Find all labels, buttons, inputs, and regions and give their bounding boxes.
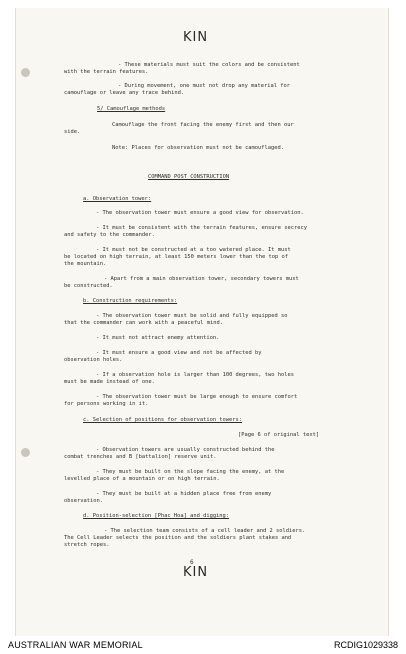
text-line: with the terrain features. — [64, 69, 149, 75]
text-line: - It must not be constructed at a too watered place. It must — [96, 247, 291, 253]
text-line: - It must not attract enemy attention. — [96, 335, 220, 341]
text-line: for persons working in it. — [64, 401, 149, 407]
text-line: Camouflage the front facing the enemy first and then our — [112, 122, 294, 128]
footer-stamp: KIN — [183, 565, 209, 580]
text-line: stretch ropes. — [64, 542, 110, 548]
text-line: levelled place of a mountain or on high terrain. — [64, 476, 220, 482]
section-heading: 5/ Camouflage methods — [97, 106, 166, 112]
text-line: The Cell Leader selects the position and the soldiers plant stakes and — [64, 535, 292, 541]
text-line: - The selection team consists of a cell leader and 2 soldiers. — [104, 528, 306, 534]
text-line: combat trenches and B [battalion] reserve unit. — [64, 454, 217, 460]
text-line: that the commander can work with a peaceful mind. — [64, 320, 224, 326]
text-line: side. — [64, 129, 81, 135]
text-line: - The observation tower must ensure a good view for observation. — [96, 210, 304, 216]
text-line: observation holes. — [64, 357, 123, 363]
text-line: - It must ensure a good view and not be affected by — [96, 350, 262, 356]
page-reference: [Page 6 of original text] — [238, 432, 320, 438]
text-line: observation. — [64, 498, 103, 504]
punch-hole — [21, 448, 30, 457]
text-line: - If a observation hole is larger than 100 degrees, two holes — [96, 372, 294, 378]
subsection-heading: d. Position-selection [Phac Hoa] and digging: — [83, 513, 230, 519]
text-line: and safety to the commander. — [64, 232, 155, 238]
note-line: Note: Places for observation must not be camouflaged. — [112, 145, 285, 151]
text-line: camouflage or leave any trace behind. — [64, 90, 185, 96]
text-line: - The observation tower must be solid and fully equipped so — [96, 313, 288, 319]
section-title: COMMAND POST CONSTRUCTION — [148, 174, 230, 180]
footer-bar — [0, 636, 406, 654]
text-line: the mountain. — [64, 261, 107, 267]
text-line: - They must be built at a hidden place free from enemy — [96, 491, 272, 497]
text-line: - Observation towers are usually constructed behind the — [96, 447, 275, 453]
footer-source: AUSTRALIAN WAR MEMORIAL — [8, 640, 143, 650]
subsection-heading: b. Construction requirements: — [83, 298, 178, 304]
text-line: - Apart from a main observation tower, secondary towers must — [104, 276, 299, 282]
text-line: be constructed. — [64, 283, 113, 289]
header-stamp: KIN — [183, 30, 209, 45]
footer-id: RCDIG1029338 — [333, 640, 398, 650]
subsection-heading-text: c. Selection of positions for observation towers: — [83, 417, 243, 423]
text-line: - The observation tower must be large enough to ensure comfort — [96, 394, 298, 400]
text-line: be located on high terrain, at least 150 meters lower than the top of — [64, 254, 288, 260]
subsection-heading: a. Observation tower: — [83, 196, 152, 202]
text-line: - During movement, one must not drop any material for — [118, 83, 291, 89]
page-number: 6 — [190, 559, 194, 566]
punch-hole — [21, 68, 30, 77]
text-line: - They must be built on the slope facing the enemy, at the — [96, 469, 285, 475]
subsection-heading — [83, 417, 242, 424]
text-line: must be made instead of one. — [64, 379, 155, 385]
text-line: - These materials must suit the colors and be consistent — [118, 62, 300, 68]
text-line: - It must be consistent with the terrain features, ensure secrecy — [96, 225, 307, 231]
